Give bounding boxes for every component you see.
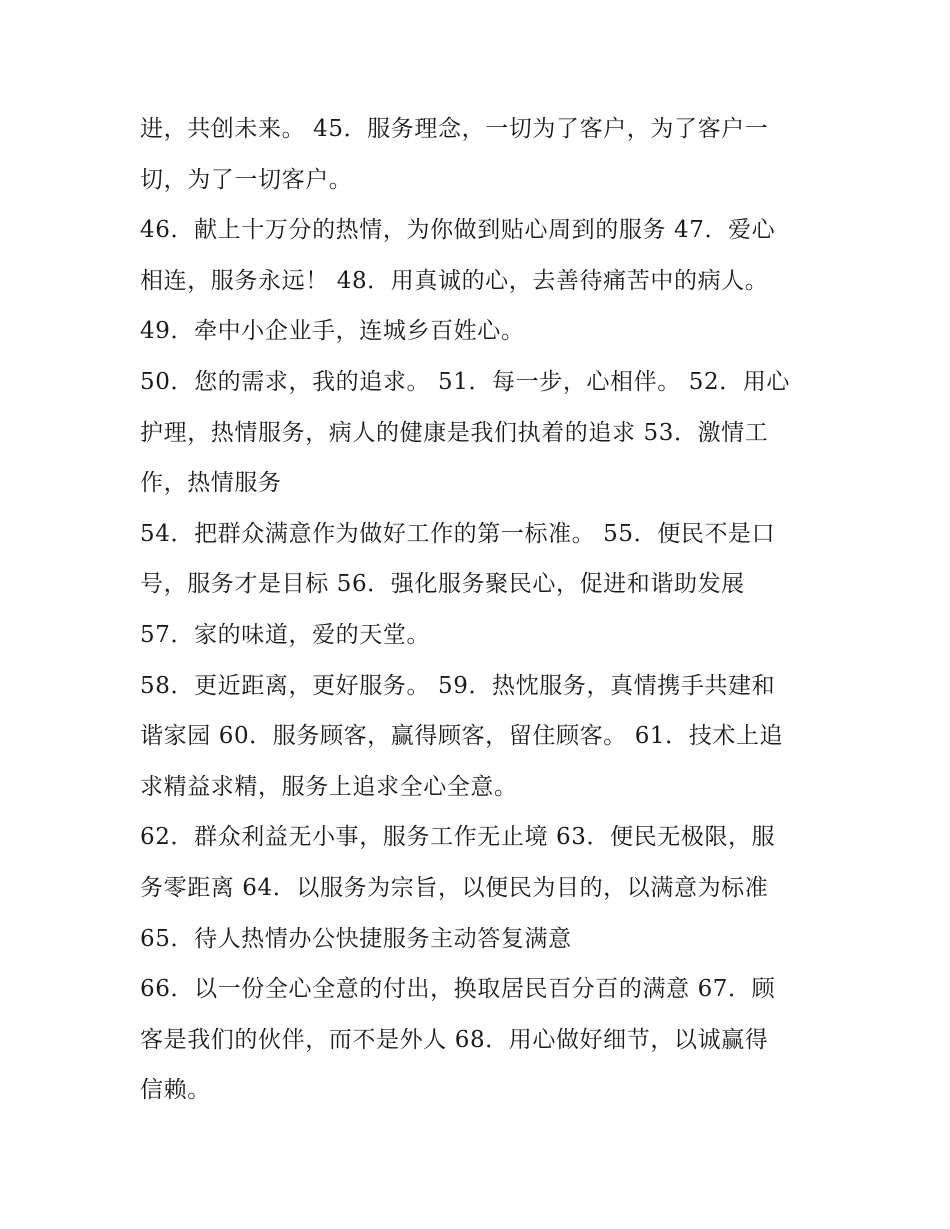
- text-line: 相连，服务永远！ 48．用真诚的心，去善待痛苦中的病人。: [140, 267, 769, 294]
- text-line: 62．群众利益无小事，服务工作无止境 63．便民无极限，服: [140, 824, 776, 851]
- text-line: 54．把群众满意作为做好工作的第一标准。 55．便民不是口: [140, 520, 776, 547]
- text-line: 57．家的味道，爱的天堂。: [140, 621, 431, 648]
- text-line: 50．您的需求，我的追求。 51．每一步，心相伴。 52．用心: [140, 368, 791, 395]
- document-body: [140, 104, 800, 1116]
- text-line: 作，热情服务: [140, 470, 282, 497]
- text-line: 切，为了一切客户。: [140, 166, 353, 193]
- text-line: 58．更近距离，更好服务。 59．热忱服务，真情携手共建和: [140, 672, 776, 699]
- text-line: 66．以一份全心全意的付出，换取居民百分百的满意 67．顾: [140, 976, 776, 1003]
- text-line: 号，服务才是目标 56．强化服务聚民心，促进和谐助发展: [140, 571, 745, 598]
- text-line: 信赖。: [140, 1077, 211, 1104]
- text-line: 进，共创未来。 45．服务理念，一切为了客户，为了客户一: [140, 116, 769, 142]
- text-line: 务零距离 64．以服务为宗旨，以便民为目的，以满意为标准: [140, 874, 769, 901]
- text-line: 49．牵中小企业手，连城乡百姓心。: [140, 318, 525, 345]
- text-line: 求精益求精，服务上追求全心全意。: [140, 773, 518, 800]
- text-line: 护理，热情服务，病人的健康是我们执着的追求 53．激情工: [140, 419, 769, 446]
- text-line: 客是我们的伙伴，而不是外人 68．用心做好细节，以诚赢得: [140, 1026, 769, 1053]
- text-line: 46．献上十万分的热情，为你做到贴心周到的服务 47．爱心: [140, 217, 776, 244]
- text-line: 65．待人热情办公快捷服务主动答复满意: [140, 925, 572, 952]
- text-line: 谐家园 60．服务顾客，赢得顾客，留住顾客。 61．技术上追: [140, 723, 784, 750]
